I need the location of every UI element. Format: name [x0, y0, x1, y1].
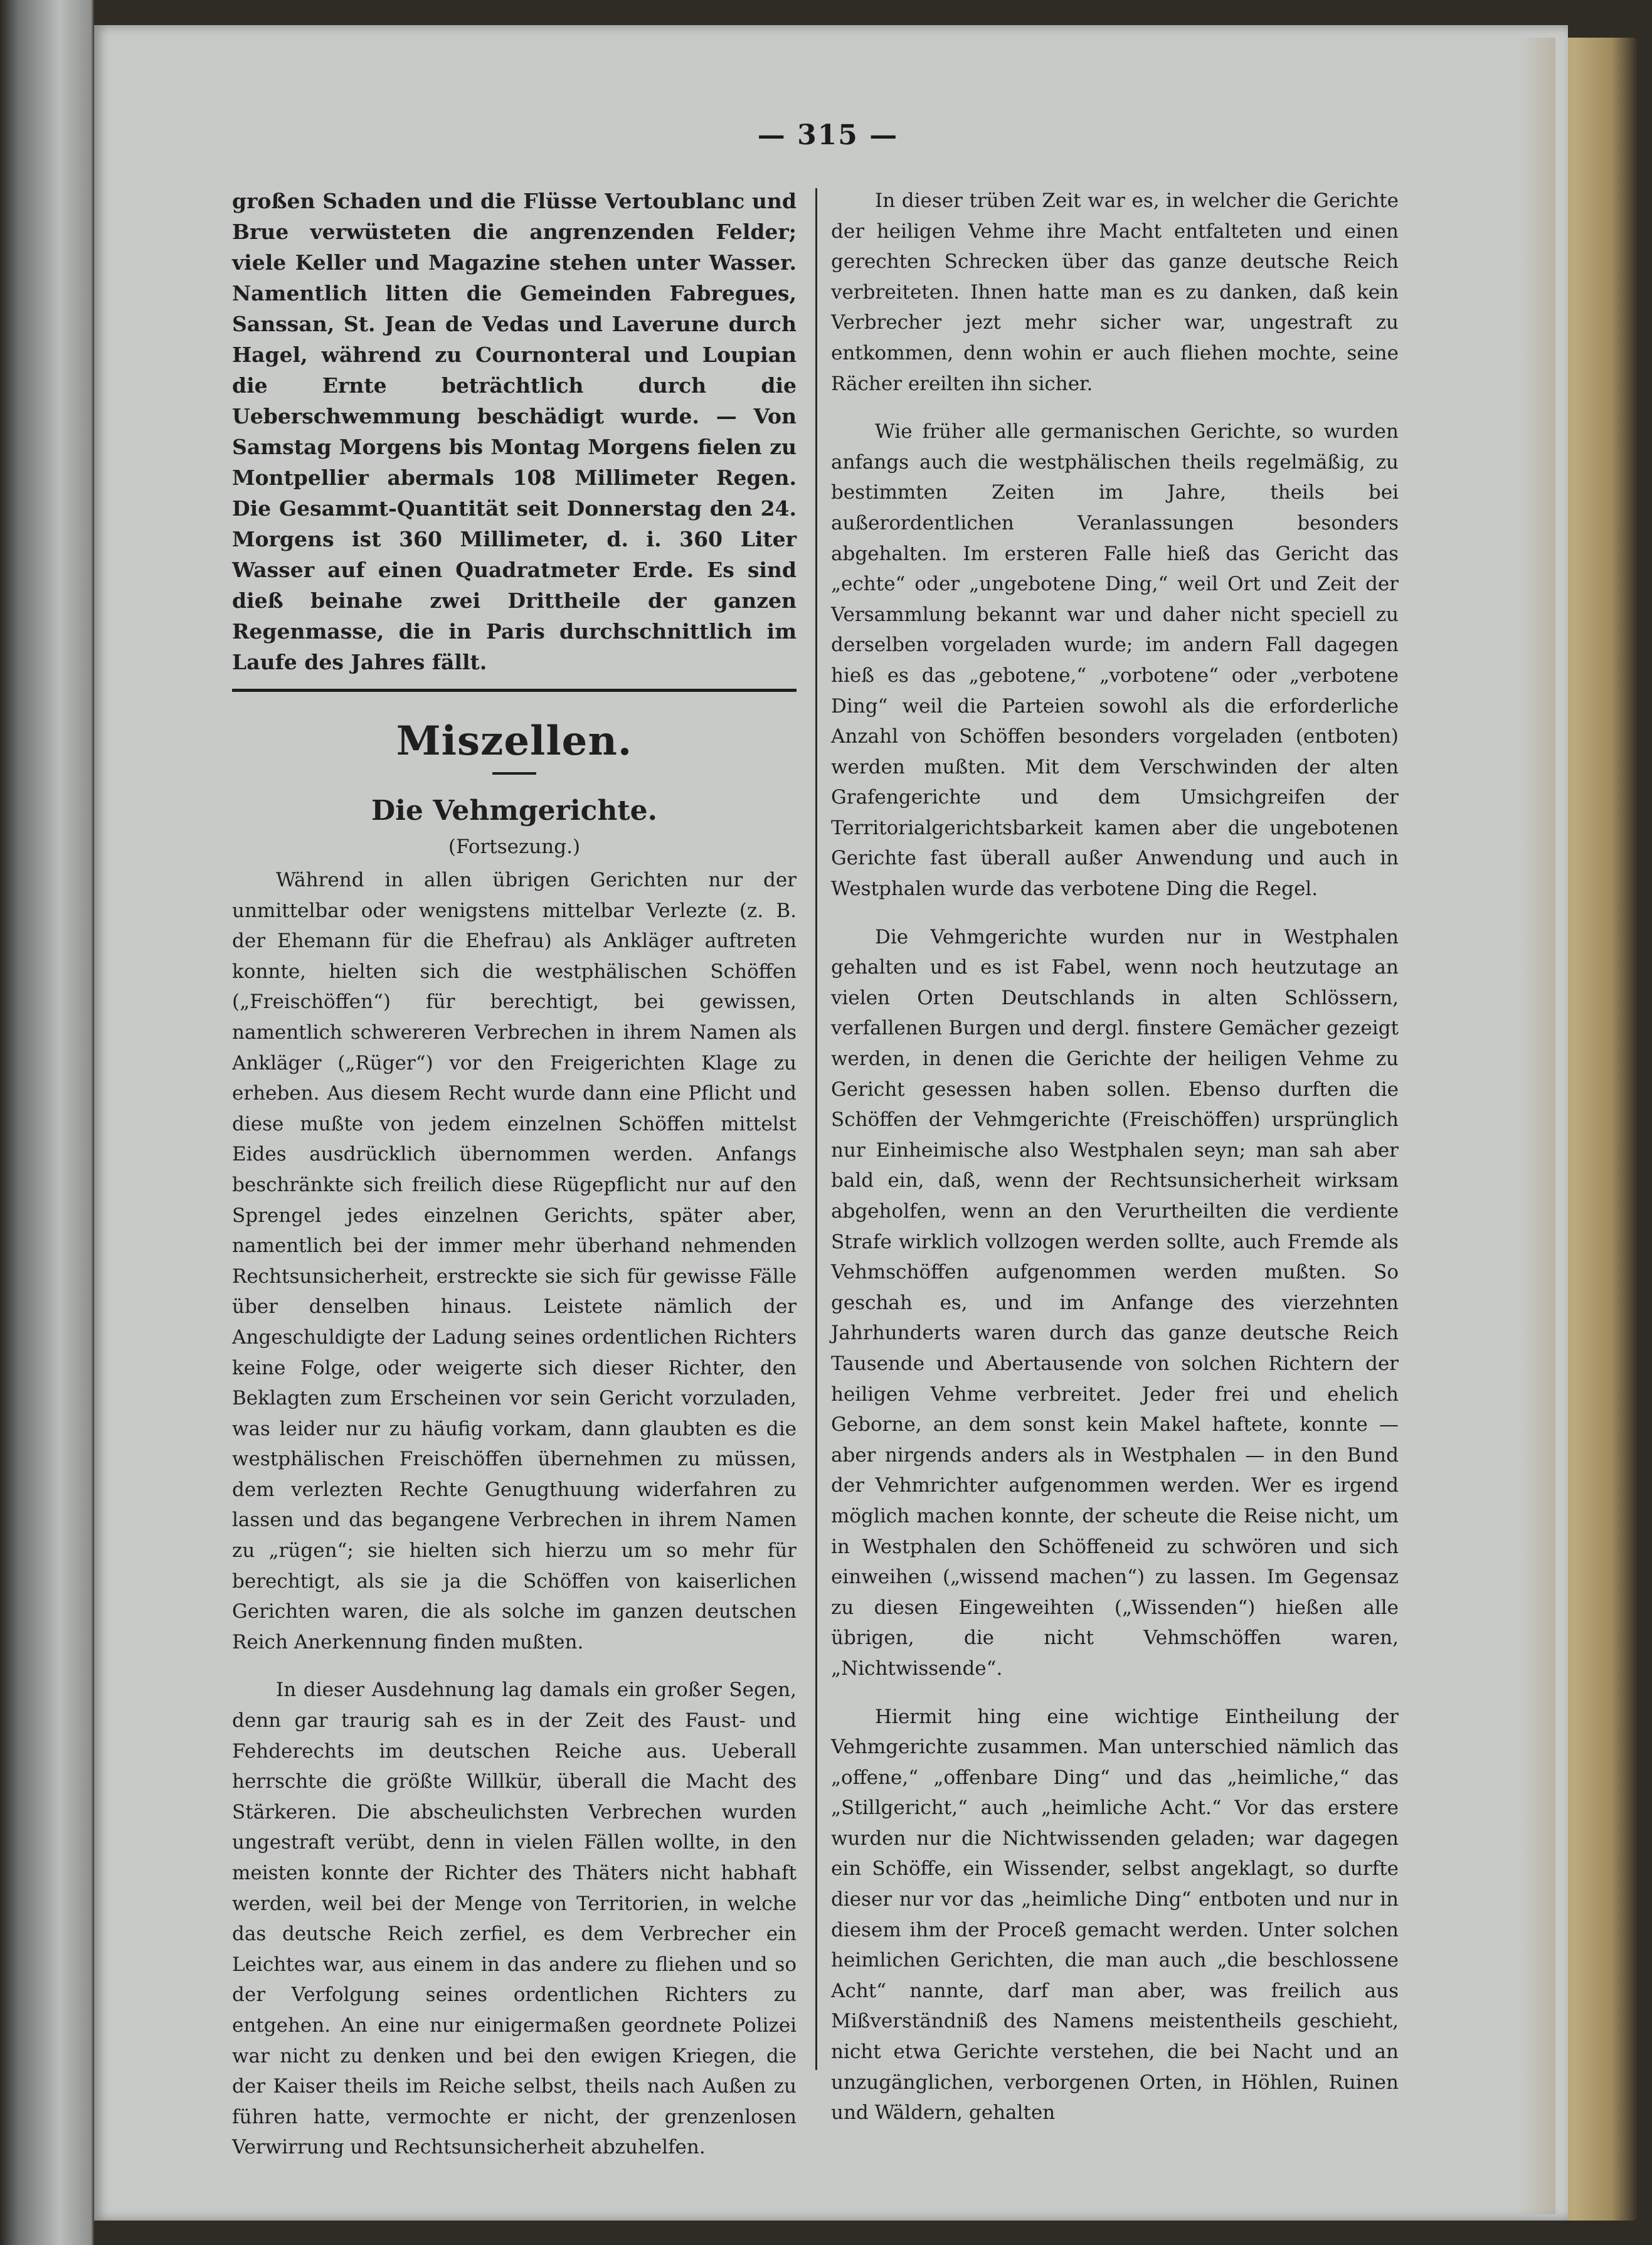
article-paragraph: Hiermit hing eine wichtige Eintheilung der Vehmgerichte zusammen. Man unterschied nämlich das „offene,“ „offenbare Ding“ und das „heimliche,“ das „Stillgericht,“ auch „heimliche Acht.“ Vor das erstere wurden nur die Nichtwissenden geladen; war dagegen ein Schöffe, ein Wissender, selbst angeklagt, so durfte dieser nur vor das „heimliche Ding“ entboten und nur in diesem ihm der Proceß gemacht werden. Unter solchen heimlichen Gerichten, die man auch „die beschlossene Acht“ nannte, darf man aber, was freilich aus Mißverständniß des Namens meistentheils geschieht, nicht etwa Gerichte verstehen, die bei Nacht und an unzugänglichen, verborgenen Orten, in Höhlen, Ruinen und Wäldern, gehalten [831, 1705, 1399, 2125]
section-heading: Miszellen. [396, 718, 633, 765]
article-continued-note: (Fortsezung.) [448, 836, 581, 858]
article-paragraph: In dieser Ausdehnung lag damals ein großer Segen, denn gar traurig sah es in der Zeit des Faust- und Fehderechts im deutschen Reiche aus. Ueberall herrschte die größte Willkür, überall die Macht des Stärkeren. Die abscheulichsten Verbrechen wurden ungestraft verübt, denn in vielen Fällen wollte, in den meisten konnte der Richter des Thäters nicht habhaft werden, weil bei der Menge von Territorien, in welche das deutsche Reich zerfiel, es dem Verbrecher ein Leichtes war, aus einem in das andere zu fliehen und so der Verfolgung seines ordentlichen Richters zu entgehen. An eine nur einigermaßen geordnete Polizei war nicht zu denken und bei den ewigen Kriegen, die der Kaiser theils im Reiche selbst, theils nach Außen zu führen hatte, vermochte er nicht, der grenzenlosen Verwirrung und Rechtsunsicherheit abzuhelfen. [232, 1679, 797, 2159]
right-column [831, 186, 1399, 2128]
section-divider [232, 689, 797, 692]
article-paragraph: Während in allen übrigen Gerichten nur der unmittelbar oder wenigstens mittelbar Verlezte (z. B. der Ehemann für die Ehefrau) als Ankläger auftreten konnte, hielten sich die westphälischen Schöffen („Freischöffen“) für berechtigt, bei gewissen, namentlich schwereren Verbrechen in ihrem Namen als Ankläger („Rüger“) vor den Freigerichten Klage zu erheben. Aus diesem Recht wurde dann eine Pflicht und diese mußte von jedem einzelnen Schöffen mittelst Eides ausdrücklich übernommen werden. Anfangs beschränkte sich freilich diese Rügepflicht nur auf den Sprengel jedes einzelnen Gerichts, später aber, namentlich bei der immer mehr überhand nehmenden Rechtsunsicherheit, erstreckte sie sich für gewisse Fälle über denselben hinaus. Leistete nämlich der Angeschuldigte der Ladung seines ordentlichen Richters keine Folge, oder weigerte sich dieser Richter, den Beklagten zum Erscheinen vor sein Gericht vorzuladen, was leider nur zu häufig vorkam, dann glaubten es die westphälischen Freischöffen übernehmen zu müssen, dem verlezten Rechte Genugthuung widerfahren zu lassen und das begangene Verbrechen in ihrem Namen zu „rügen“; sie hielten sich hierzu um so mehr für berechtigt, als sie ja die Schöffen von kaiserlichen Gerichten waren, die als solche im ganzen deutschen Reich Anerkennung finden mußten. [232, 869, 797, 1653]
article-paragraph: In dieser trüben Zeit war es, in welcher die Gerichte der heiligen Vehme ihre Macht entfalteten und einen gerechten Schrecken über das ganze deutsche Reich verbreiteten. Ihnen hatte man es zu danken, daß kein Verbrecher jezt mehr sicher war, ungestraft zu entkommen, denn wohin er auch fliehen mochte, seine Rächer ereilten ihn sicher. [831, 189, 1399, 395]
article-paragraph: Wie früher alle germanischen Gerichte, so wurden anfangs auch die westphälischen theils regelmäßig, zu bestimmten Zeiten im Jahre, theils bei außerordentlichen Veranlassungen besonders abgehalten. Im ersteren Falle hieß das Gericht das „echte“ oder „ungebotene Ding,“ weil Ort und Zeit der Versammlung bekannt war und daher nicht speciell zu derselben vorgeladen wurde; im andern Fall dagegen hieß es das „gebotene,“ „vorbotene“ oder „verbotene Ding“ weil die Parteien sowohl als die erforderliche Anzahl von Schöffen besonders vorgeladen (entboten) werden mußten. Mit dem Verschwinden der alten Grafengerichte und dem Umsichgreifen der Territorialgerichtsbarkeit kamen aber die ungebotenen Gerichte fast überall außer Anwendung und auch in Westphalen wurde das verbotene Ding die Regel. [831, 420, 1399, 901]
page-stain [1518, 38, 1555, 2214]
left-column [232, 186, 797, 2163]
facing-page-edge [0, 0, 94, 2245]
column-divider [815, 188, 817, 2070]
page-number: — 315 — [757, 119, 899, 151]
heading-rule [492, 772, 536, 775]
article-title: Die Vehmgerichte. [371, 795, 657, 827]
opening-paragraph: großen Schaden und die Flüsse Vertoublanc und Brue verwüsteten die angrenzenden Felder; viele Keller und Magazine stehen unter Wasser. Namentlich litten die Gemeinden Fabregues, Sanssan, St. Jean de Vedas und Laverune durch Hagel, während zu Cournonteral und Loupian die Ernte beträchtlich durch die Ueberschwemmung beschädigt wurde. — Von Samstag Morgens bis Montag Morgens fielen zu Montpellier abermals 108 Millimeter Regen. Die Gesammt-Quantität seit Donnerstag den 24. Morgens ist 360 Millimeter, d. i. 360 Liter Wasser auf einen Quadratmeter Erde. Es sind dieß beinahe zwei Drittheile der ganzen Regenmasse, die in Paris durchschnittlich im Laufe des Jahres fällt. [232, 189, 797, 674]
article-paragraph: Die Vehmgerichte wurden nur in Westphalen gehalten und es ist Fabel, wenn noch heutzutage an vielen Orten Deutschlands in alten Schlössern, verfallenen Burgen und dergl. finstere Gemächer gezeigt werden, in denen die Gerichte der heiligen Vehme zu Gericht gesessen haben sollen. Ebenso durften die Schöffen der Vehmgerichte (Freischöffen) ursprünglich nur Einheimische also Westphalen seyn; man sah aber bald ein, daß, wenn der Rechtsunsicherheit wirksam abgeholfen, wenn an den Verurtheilten die verdiente Strafe wirklich vollzogen werden sollte, auch Fremde als Vehmschöffen aufgenommen werden mußten. So geschah es, und im Anfange des vierzehnten Jahrhunderts waren durch das ganze deutsche Reich Tausende und Abertausende von solchen Richtern der heiligen Vehme verbreitet. Jeder frei und ehelich Geborne, an dem sonst kein Makel haftete, konnte — aber nirgends anders als in Westphalen — in den Bund der Vehmrichter aufgenommen werden. Wer es irgend möglich machen konnte, der scheute die Reise nicht, um in Westphalen den Schöffeneid zu schwören und sich einweihen („wissend machen“) zu lassen. Im Gegensaz zu diesen Eingeweihten („Wissenden“) hießen alle übrigen, die nicht Vehmschöffen waren, „Nichtwissende“. [831, 925, 1399, 1680]
